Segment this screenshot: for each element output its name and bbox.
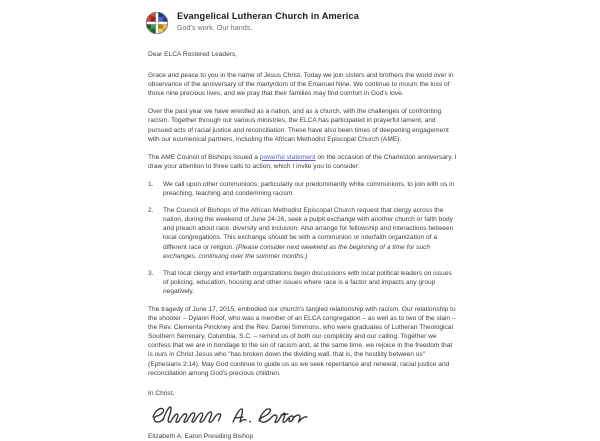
paragraph-3-tail: on the occasion of the Charleston anniversary. I draw your attention to three calls to action, which I invite you to consider: xyxy=(148,154,457,170)
calls-to-action-list xyxy=(148,180,458,296)
organization-name: Evangelical Lutheran Church in America xyxy=(177,11,359,22)
list-item-text: We call upon other communions, particularly our predominantly white communions, to join with us in preaching, teaching and condemning racism. xyxy=(163,181,454,197)
letterhead xyxy=(145,10,359,35)
elca-cross-logo-icon xyxy=(145,11,169,35)
paragraph-2: Over the past year we have wrestled as a nation, and as a church, with the challenges of confronting racism. Together through our various ministries, the ELCA has participated in prayerful lament, and pursued acts of racial justice and reconciliation. These have also been times of deepening engagement with our ecumenical partners, including the African Methodist Episcopal Church (AME). xyxy=(148,107,458,143)
closing-line: In Christ, xyxy=(148,389,458,398)
paragraph-3 xyxy=(148,153,458,171)
paragraph-3-lead: The AME Council of Bishops issued a xyxy=(148,154,260,161)
list-item-text: That local clergy and interfaith organizations begin discussions with local political leaders on issues of policing, education, housing and other issues where race is a factor and impacts any group negatively. xyxy=(163,270,452,295)
brand-text-block xyxy=(177,10,359,34)
list-item xyxy=(148,180,458,198)
powerful-statement-link[interactable]: powerful statement xyxy=(260,154,316,161)
paragraph-4: The tragedy of June 17, 2015, embodied our church's tangled relationship with racism. Our relationship to the shooter – Dylann Roof, who was a member of an ELCA congregation – as well as to two of the slain – the Rev. Clementa Pinckney and the Rev. Daniel Simmons, who were graduates of Lutheran Theological Southern Seminary, Columbia, S.C. – remind us of both our complicity and our calling. Together we confess that we are in bondage to the sin of racism and, at the same time, we rejoice in the freedom that is ours in Christ Jesus who "has broken down the dividing wall, that is, the hostility between us" (Ephesians 2:14). May God continue to guide us as we seek repentance and renewal, racial justice and reconciliation among God's precious children. xyxy=(148,305,458,378)
organization-tagline: God's work. Our hands. xyxy=(177,24,359,34)
list-item-number: 3. xyxy=(148,269,160,278)
list-item-text: The Council of Bishops of the African Methodist Episcopal Church request that clergy across the nation, during the weekend of June 24-26, seek a pulpit exchange with another church or faith body and preach about race, diversity and inclusion. Also arrange for fellowship and interactions between local congregations. This exchange should be with a communion or interfaith organization of a different race or religion. xyxy=(163,207,453,250)
paragraph-1: Grace and peace to you in the name of Jesus Christ. Today we join sisters and brothers the world over in observance of the anniversary of the martyrdom of the Emanuel Nine. We continue to mourn the loss of those nine precious lives, and we pray that their families may find comfort in God's love. xyxy=(148,71,458,98)
list-item-number: 2. xyxy=(148,206,160,215)
list-item-number: 1. xyxy=(148,180,160,189)
list-item xyxy=(148,206,458,261)
list-item-italic-note: (Please consider next weekend as the beginning of a time for such exchanges, continuing over the summer months.) xyxy=(163,244,430,260)
letter-body xyxy=(148,50,458,441)
list-item xyxy=(148,269,458,296)
handwritten-signature-icon xyxy=(148,402,318,428)
salutation: Dear ELCA Rostered Leaders, xyxy=(148,50,458,59)
signer-name-and-title: Elizabeth A. Eaton Presiding Bishop xyxy=(148,432,458,441)
